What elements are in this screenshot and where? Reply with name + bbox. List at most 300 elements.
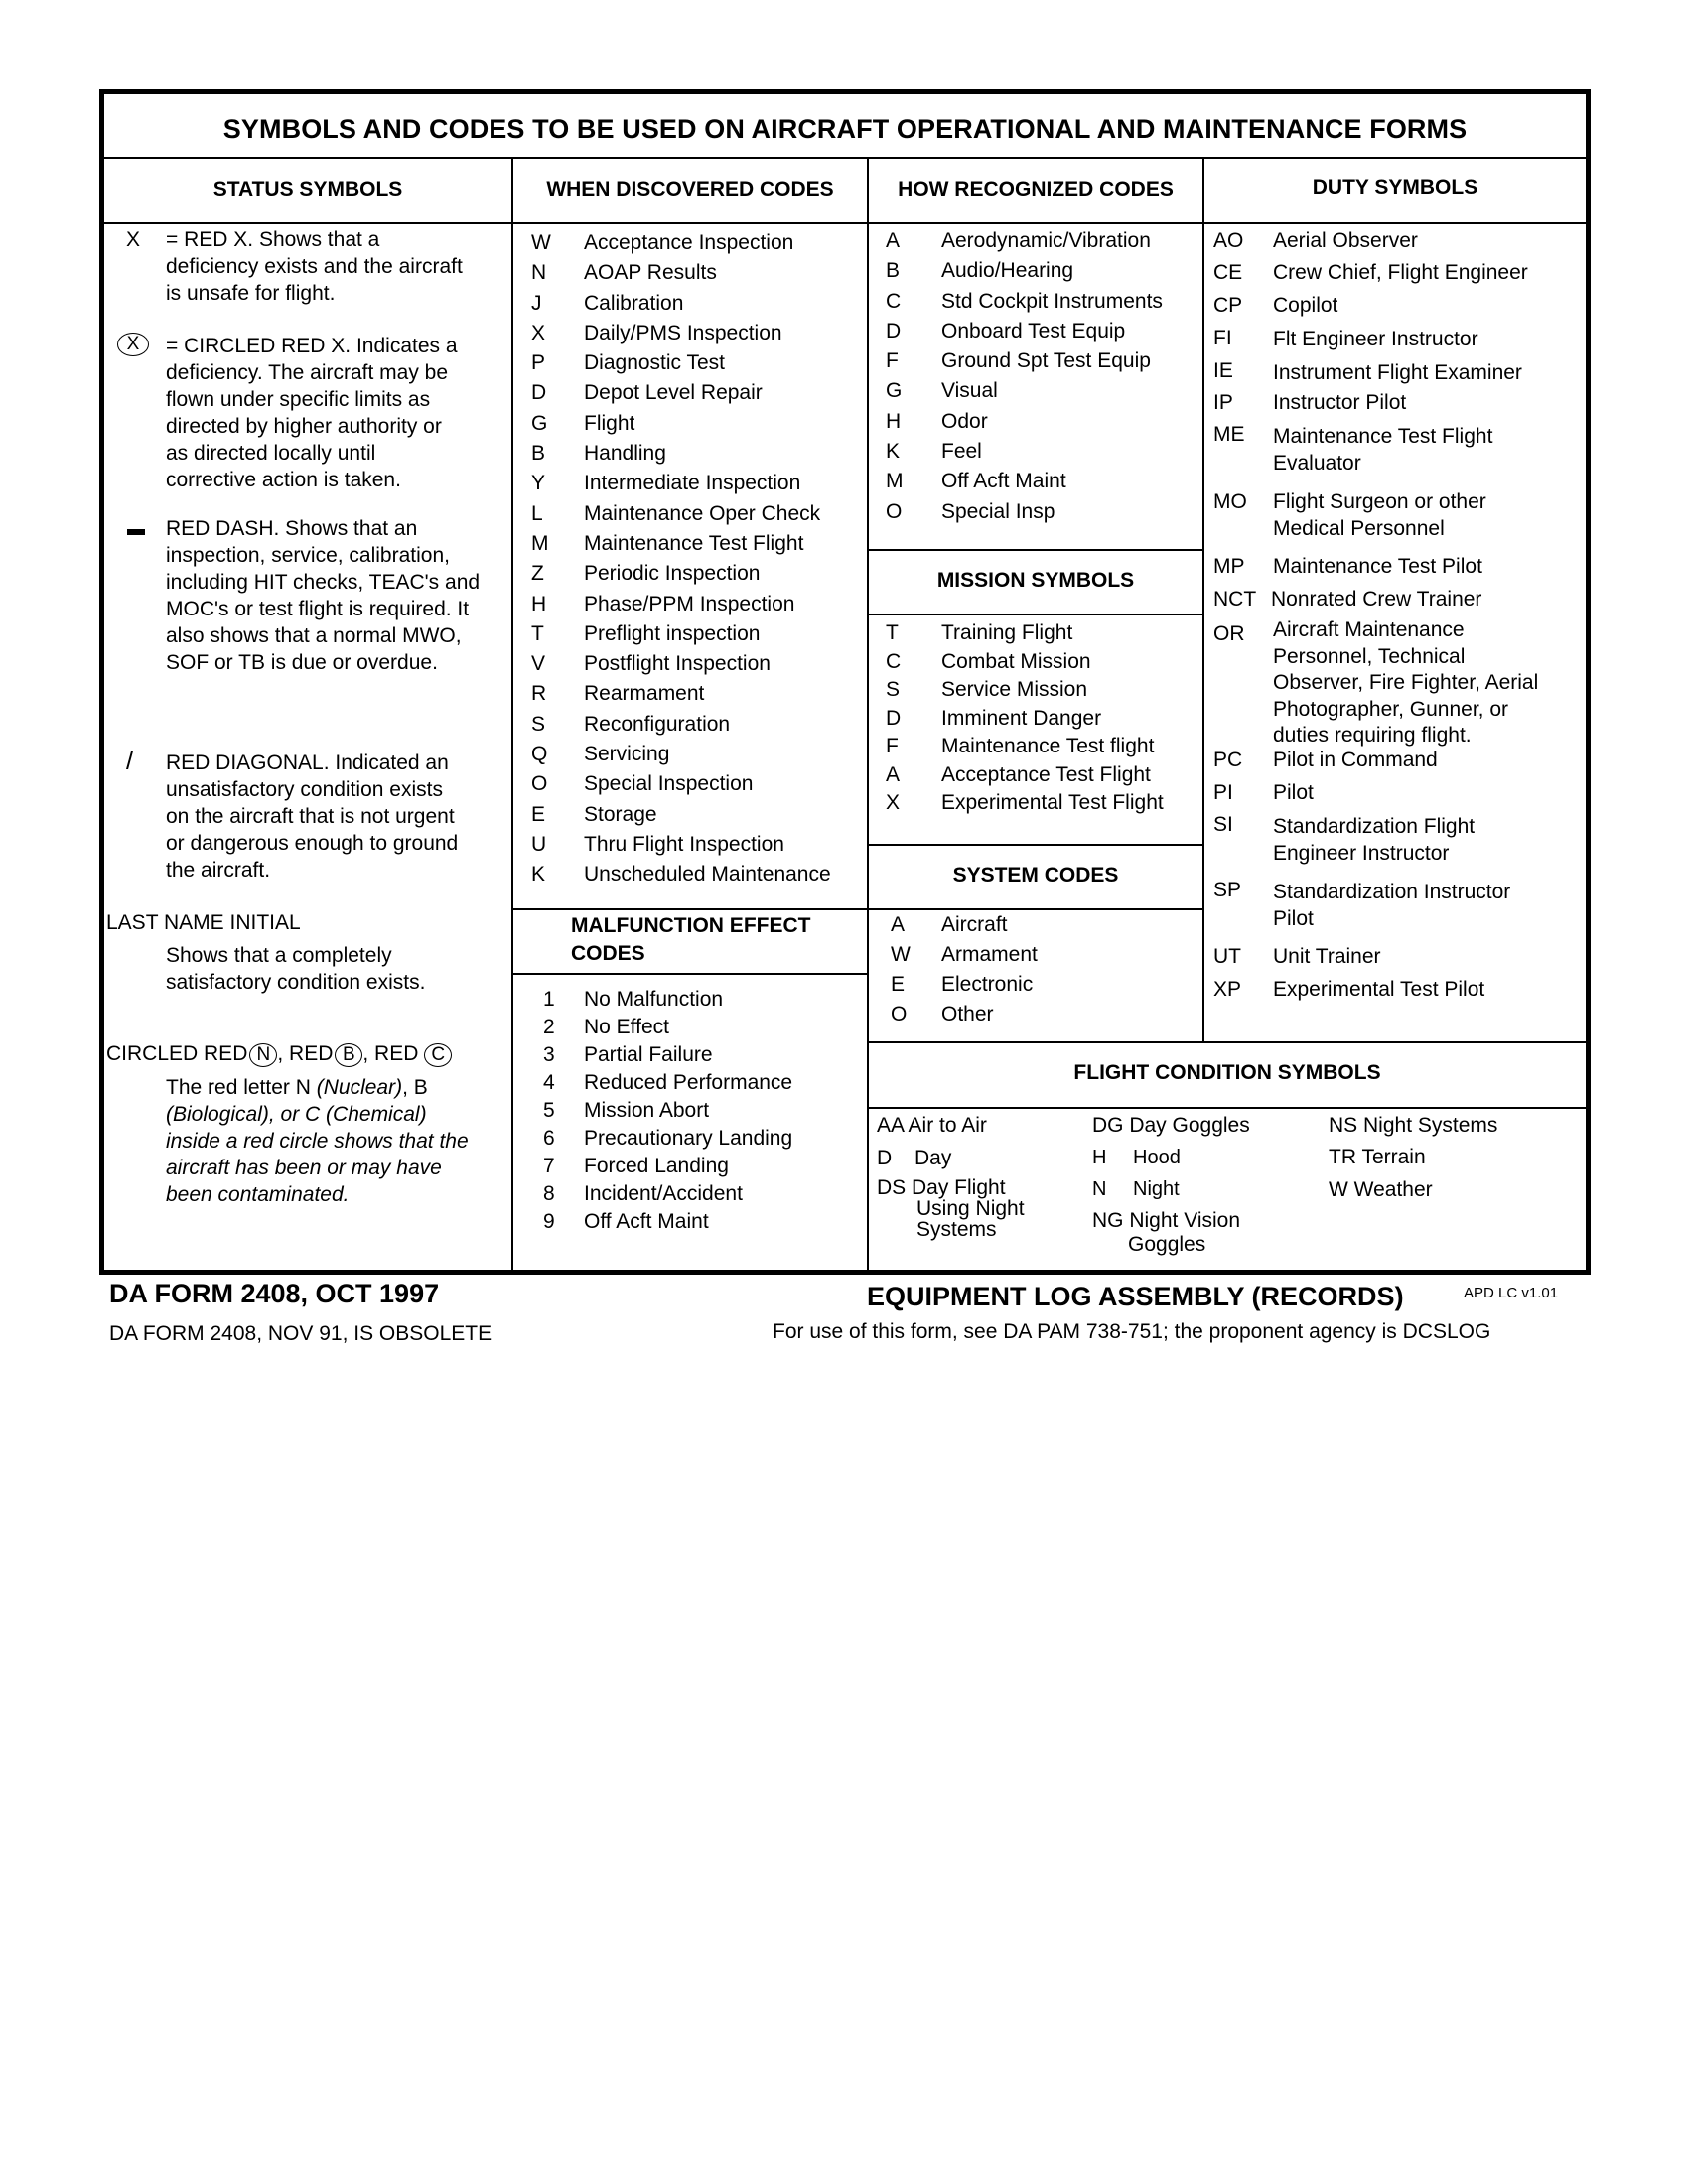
- circled-nbc-line: (Biological), or C (Chemical): [166, 1103, 427, 1126]
- how-recognized-item: [886, 497, 1198, 527]
- circled-x-icon: X: [117, 333, 147, 356]
- when-discovered-item: [531, 439, 859, 469]
- when-discovered-item-desc: Daily/PMS Inspection: [584, 321, 782, 344]
- duty-desc-line: Photographer, Gunner, or: [1273, 697, 1508, 721]
- duty-desc: Nonrated Crew Trainer: [1271, 588, 1482, 611]
- when-discovered-item-desc: Reconfiguration: [584, 712, 731, 736]
- when-discovered-item-desc: Rearmament: [584, 682, 705, 706]
- how-recognized-item-code: D: [886, 319, 902, 342]
- mission-item-desc: Service Mission: [941, 678, 1088, 701]
- header-malfunction-effect: [571, 912, 869, 968]
- duty-desc: [1273, 488, 1486, 542]
- how-recognized-item-code: O: [886, 499, 903, 523]
- how-recognized-item-code: M: [886, 470, 904, 493]
- duty-desc: Experimental Test Pilot: [1273, 978, 1485, 1001]
- when-discovered-item-desc: Phase/PPM Inspection: [584, 592, 795, 615]
- circled-b-icon: B: [335, 1043, 362, 1067]
- when-discovered-item-code: R: [531, 682, 547, 706]
- circled-n-icon: N: [249, 1043, 277, 1067]
- when-discovered-item-code: V: [531, 652, 546, 676]
- when-discovered-item-desc: Postflight Inspection: [584, 652, 771, 676]
- system-code-item-code: O: [891, 1003, 908, 1025]
- malfunction-item-code: 8: [543, 1182, 555, 1205]
- how-recognized-item-desc: Feel: [941, 440, 982, 464]
- when-discovered-item: [531, 679, 859, 709]
- status-red-dash-line: also shows that a normal MWO,: [166, 624, 462, 647]
- when-discovered-item: [531, 619, 859, 649]
- when-discovered-item: [531, 559, 859, 589]
- malfunction-item-code: 7: [543, 1155, 555, 1177]
- when-discovered-item: [531, 499, 859, 529]
- how-recognized-item-desc: Special Insp: [941, 499, 1055, 523]
- nbc-text: , B: [402, 1076, 428, 1099]
- malfunction-item: [543, 1208, 861, 1236]
- duty-code: NCT: [1213, 588, 1257, 611]
- when-discovered-item-desc: Periodic Inspection: [584, 562, 761, 586]
- duty-desc-line: Engineer Instructor: [1273, 842, 1450, 865]
- status-red-diagonal-line: unsatisfactory condition exists: [166, 778, 443, 801]
- mission-item-code: A: [886, 762, 901, 786]
- how-recognized-item-desc: Audio/Hearing: [941, 259, 1074, 283]
- malfunction-item-code: 1: [543, 988, 555, 1011]
- malfunction-item-code: 3: [543, 1043, 555, 1066]
- duty-desc-line: Personnel, Technical: [1273, 644, 1466, 668]
- flight-condition-block: [877, 1112, 1582, 1271]
- when-discovered-item-code: E: [531, 802, 546, 826]
- duty-desc-line: Aircraft Maintenance: [1273, 618, 1465, 641]
- system-code-item-code: E: [891, 973, 906, 996]
- obsolete-note: DA FORM 2408, NOV 91, IS OBSOLETE: [109, 1322, 492, 1345]
- malfunction-item: [543, 1153, 861, 1180]
- when-discovered-item-desc: Unscheduled Maintenance: [584, 863, 831, 887]
- when-discovered-item-desc: Handling: [584, 442, 666, 466]
- status-circled-x-line: corrective action is taken.: [166, 469, 401, 491]
- last-name-initial-line: Shows that a completely: [166, 944, 392, 967]
- flight-condition-item: Day: [914, 1147, 952, 1169]
- mission-item: [886, 761, 1198, 790]
- status-red-diagonal-line: on the aircraft that is not urgent: [166, 805, 455, 828]
- duty-code: PI: [1213, 781, 1233, 804]
- status-red-dash-line: inspection, service, calibration,: [166, 544, 450, 567]
- system-code-item-desc: Armament: [941, 943, 1038, 966]
- malfunction-item-code: 9: [543, 1210, 555, 1233]
- status-circled-x-line: deficiency. The aircraft may be: [166, 361, 449, 384]
- duty-desc: [1273, 813, 1475, 867]
- duty-code: AO: [1213, 229, 1244, 252]
- flight-condition-item: W Weather: [1329, 1178, 1433, 1201]
- rule-under-title: [104, 157, 1586, 159]
- duty-code: XP: [1213, 978, 1242, 1001]
- when-discovered-item-desc: Servicing: [584, 743, 670, 766]
- circled-nbc-sep1: , RED: [277, 1042, 334, 1065]
- mission-item-code: F: [886, 735, 899, 757]
- header-system-codes: SYSTEM CODES: [952, 864, 1119, 887]
- how-recognized-item-desc: Onboard Test Equip: [941, 319, 1126, 342]
- malfunction-item-desc: Partial Failure: [584, 1043, 713, 1066]
- when-discovered-item: [531, 590, 859, 619]
- status-red-dash-text: [166, 515, 480, 676]
- mission-item-desc: Training Flight: [941, 621, 1073, 644]
- circled-nbc-prefix: CIRCLED RED: [106, 1042, 248, 1065]
- how-recognized-item: [886, 346, 1198, 376]
- mission-symbols-list: [886, 619, 1198, 818]
- malfunction-item-desc: Incident/Accident: [584, 1182, 743, 1205]
- when-discovered-item-desc: Diagnostic Test: [584, 351, 726, 375]
- when-discovered-item-code: T: [531, 621, 544, 645]
- status-red-x-line: is unsafe for flight.: [166, 282, 336, 305]
- how-recognized-item-code: F: [886, 349, 899, 373]
- when-discovered-item: [531, 649, 859, 679]
- use-note: For use of this form, see DA PAM 738-751; the proponent agency is DCSLOG: [773, 1320, 1491, 1343]
- rule-above-malfunction: [511, 908, 867, 910]
- system-code-item-desc: Other: [941, 1003, 994, 1025]
- duty-desc-line: Pilot: [1273, 907, 1314, 930]
- malfunction-item-desc: No Malfunction: [584, 988, 724, 1011]
- malfunction-item-desc: Off Acft Maint: [584, 1210, 709, 1233]
- malfunction-item: [543, 1180, 861, 1208]
- header-mission-symbols: MISSION SYMBOLS: [936, 569, 1135, 592]
- mission-item-desc: Acceptance Test Flight: [941, 762, 1151, 786]
- when-discovered-item-desc: Flight: [584, 411, 635, 435]
- flight-condition-line: Systems: [916, 1218, 997, 1241]
- how-recognized-item-desc: Visual: [941, 379, 998, 403]
- when-discovered-item-code: L: [531, 501, 543, 525]
- when-discovered-item-code: Q: [531, 743, 548, 766]
- version-label: APD LC v1.01: [1464, 1285, 1559, 1301]
- malfunction-item-code: 4: [543, 1071, 555, 1094]
- when-discovered-item-desc: Storage: [584, 802, 657, 826]
- status-red-diagonal-line: or dangerous enough to ground: [166, 832, 459, 855]
- circled-nbc-line: been contaminated.: [166, 1183, 350, 1206]
- when-discovered-item: [531, 469, 859, 498]
- when-discovered-item-desc: Preflight inspection: [584, 621, 761, 645]
- how-recognized-item: [886, 437, 1198, 467]
- mission-item: [886, 676, 1198, 705]
- header-when-discovered: WHEN DISCOVERED CODES: [546, 178, 834, 201]
- how-recognized-list: [886, 226, 1198, 527]
- how-recognized-item: [886, 407, 1198, 437]
- how-recognized-item-code: B: [886, 259, 901, 283]
- malfunction-item-desc: Forced Landing: [584, 1155, 729, 1177]
- when-discovered-item-desc: Thru Flight Inspection: [584, 832, 784, 856]
- when-discovered-item: [531, 830, 859, 860]
- duty-desc: Flt Engineer Instructor: [1273, 328, 1478, 350]
- malfunction-item: [543, 1097, 861, 1125]
- status-red-x-text: [166, 226, 463, 307]
- malfunction-item: [543, 1069, 861, 1097]
- status-circled-x-text: [166, 333, 458, 493]
- system-code-item: [891, 1000, 1198, 1029]
- when-discovered-item: [531, 289, 859, 319]
- duty-desc: [1273, 617, 1538, 750]
- form-title-footer: EQUIPMENT LOG ASSEMBLY (RECORDS): [867, 1282, 1404, 1311]
- circled-nbc-title: [106, 1040, 452, 1067]
- header-how-recognized: HOW RECOGNIZED CODES: [898, 178, 1174, 201]
- system-code-item-desc: Aircraft: [941, 913, 1008, 936]
- flight-condition-code: N: [1092, 1178, 1107, 1200]
- duty-desc: Copilot: [1273, 294, 1338, 317]
- duty-code: SI: [1213, 813, 1233, 836]
- system-code-item-code: W: [891, 943, 911, 966]
- when-discovered-item-code: W: [531, 231, 551, 254]
- nbc-text: The red letter N: [166, 1076, 317, 1099]
- mission-item-code: X: [886, 791, 901, 814]
- header-flight-condition: FLIGHT CONDITION SYMBOLS: [1073, 1061, 1381, 1084]
- duty-code: CE: [1213, 261, 1243, 284]
- how-recognized-item: [886, 317, 1198, 346]
- mission-item-code: T: [886, 621, 899, 644]
- when-discovered-item-code: U: [531, 832, 547, 856]
- system-codes-list: [891, 910, 1198, 1029]
- how-recognized-item: [886, 376, 1198, 406]
- when-discovered-item-code: K: [531, 863, 546, 887]
- when-discovered-item: [531, 258, 859, 288]
- circled-nbc-line: [166, 1074, 469, 1101]
- mission-item: [886, 705, 1198, 734]
- duty-desc-line: duties requiring flight.: [1273, 724, 1472, 747]
- how-recognized-item: [886, 256, 1198, 286]
- duty-code: UT: [1213, 945, 1241, 968]
- when-discovered-item-code: J: [531, 291, 542, 315]
- status-red-x-line: = RED X. Shows that a: [166, 228, 380, 251]
- last-name-initial-line: satisfactory condition exists.: [166, 971, 426, 994]
- duty-code: PC: [1213, 749, 1243, 771]
- rule-below-mission: [867, 614, 1202, 615]
- malfunction-item-desc: Reduced Performance: [584, 1071, 793, 1094]
- duty-desc: Pilot in Command: [1273, 749, 1438, 771]
- when-discovered-item-code: G: [531, 411, 548, 435]
- when-discovered-item-code: X: [531, 321, 546, 344]
- flight-condition-item: Night: [1133, 1178, 1180, 1200]
- symbols-codes-form: [99, 89, 1591, 1275]
- malfunction-item-desc: No Effect: [584, 1016, 669, 1038]
- mission-item-desc: Combat Mission: [941, 649, 1091, 673]
- mission-item-desc: Maintenance Test flight: [941, 735, 1155, 757]
- when-discovered-item: [531, 800, 859, 830]
- flight-condition-line: DS Day Flight: [877, 1176, 1006, 1199]
- header-malfunction-line1: MALFUNCTION EFFECT: [571, 914, 811, 937]
- how-recognized-item-code: K: [886, 440, 901, 464]
- malfunction-item: [543, 1041, 861, 1069]
- duty-desc: Instrument Flight Examiner: [1273, 361, 1522, 384]
- flight-condition-item: DG Day Goggles: [1092, 1114, 1250, 1137]
- when-discovered-item-desc: Maintenance Oper Check: [584, 501, 821, 525]
- when-discovered-item-code: M: [531, 531, 549, 555]
- status-red-diagonal-text: [166, 750, 458, 884]
- duty-code: IE: [1213, 359, 1233, 382]
- flight-condition-item: AA Air to Air: [877, 1114, 987, 1137]
- flight-condition-line: NG Night Vision: [1092, 1209, 1241, 1232]
- mission-item: [886, 619, 1198, 648]
- mission-item-desc: Experimental Test Flight: [941, 791, 1164, 814]
- flight-condition-code: D: [877, 1147, 893, 1169]
- rule-above-system: [867, 844, 1202, 846]
- malfunction-effect-list: [543, 986, 861, 1236]
- circled-c-icon: C: [424, 1043, 452, 1067]
- malfunction-item-desc: Mission Abort: [584, 1099, 710, 1122]
- duty-desc: [1273, 879, 1510, 932]
- last-name-initial-text: [166, 942, 425, 996]
- status-red-dash-line: MOC's or test flight is required. It: [166, 598, 470, 620]
- malfunction-item-desc: Precautionary Landing: [584, 1127, 793, 1150]
- when-discovered-item-code: S: [531, 712, 546, 736]
- when-discovered-item: [531, 409, 859, 439]
- malfunction-item-code: 5: [543, 1099, 555, 1122]
- duty-desc-line: Maintenance Test Flight: [1273, 425, 1493, 448]
- status-x-symbol: X: [126, 228, 141, 251]
- when-discovered-item-code: B: [531, 442, 546, 466]
- duty-code: FI: [1213, 327, 1232, 349]
- duty-desc: Unit Trainer: [1273, 945, 1381, 968]
- rule-under-headers: [104, 222, 1586, 224]
- when-discovered-item: [531, 529, 859, 559]
- when-discovered-item: [531, 378, 859, 408]
- how-recognized-item-desc: Odor: [941, 409, 988, 433]
- rule-below-flight: [867, 1107, 1586, 1109]
- form-id: DA FORM 2408, OCT 1997: [109, 1279, 440, 1308]
- system-code-item: [891, 940, 1198, 970]
- duty-desc-line: Standardization Instructor: [1273, 881, 1511, 903]
- circled-nbc-line: inside a red circle shows that the: [166, 1130, 469, 1153]
- form-title: SYMBOLS AND CODES TO BE USED ON AIRCRAFT OPERATIONAL AND MAINTENANCE FORMS: [222, 114, 1468, 144]
- when-discovered-item: [531, 710, 859, 740]
- when-discovered-item: [531, 740, 859, 769]
- duty-desc: Aerial Observer: [1273, 229, 1418, 252]
- divider-how-duty: [1202, 157, 1204, 1041]
- header-status-symbols: STATUS SYMBOLS: [212, 178, 403, 201]
- malfunction-item: [543, 1125, 861, 1153]
- when-discovered-item-code: Y: [531, 472, 546, 495]
- when-discovered-item-code: D: [531, 381, 547, 405]
- how-recognized-item-code: C: [886, 289, 902, 313]
- system-code-item: [891, 910, 1198, 940]
- system-code-item-code: A: [891, 913, 906, 936]
- circled-nbc-line: aircraft has been or may have: [166, 1157, 442, 1179]
- when-discovered-item-desc: Calibration: [584, 291, 684, 315]
- how-recognized-item: [886, 226, 1198, 256]
- rule-above-mission: [867, 549, 1202, 551]
- last-name-initial-title: LAST NAME INITIAL: [106, 911, 301, 934]
- malfunction-item-code: 6: [543, 1127, 555, 1150]
- when-discovered-item-code: N: [531, 261, 547, 285]
- when-discovered-item-code: Z: [531, 562, 544, 586]
- mission-item-code: C: [886, 649, 902, 673]
- when-discovered-item-code: O: [531, 772, 548, 796]
- mission-item: [886, 648, 1198, 677]
- duty-code: CP: [1213, 294, 1243, 317]
- nbc-nuclear: (Nuclear): [316, 1076, 403, 1099]
- flight-condition-item: [877, 1177, 1025, 1240]
- flight-condition-item: NS Night Systems: [1329, 1114, 1498, 1137]
- flight-condition-line: Using Night: [916, 1197, 1025, 1220]
- duty-code: MP: [1213, 555, 1245, 578]
- duty-desc-line: Medical Personnel: [1273, 517, 1445, 540]
- flight-condition-item: TR Terrain: [1329, 1146, 1426, 1168]
- how-recognized-item: [886, 467, 1198, 496]
- how-recognized-item-desc: Ground Spt Test Equip: [941, 349, 1151, 373]
- when-discovered-item-desc: Maintenance Test Flight: [584, 531, 804, 555]
- mission-item: [886, 733, 1198, 761]
- header-malfunction-line2: CODES: [571, 942, 645, 965]
- status-red-x-line: deficiency exists and the aircraft: [166, 255, 463, 278]
- duty-desc: [1273, 423, 1492, 477]
- when-discovered-item-desc: Special Inspection: [584, 772, 754, 796]
- duty-code: SP: [1213, 879, 1242, 901]
- when-discovered-item: [531, 319, 859, 348]
- how-recognized-item: [886, 287, 1198, 317]
- flight-condition-code: H: [1092, 1147, 1107, 1168]
- malfunction-item: [543, 1014, 861, 1041]
- duty-desc-line: Standardization Flight: [1273, 815, 1476, 838]
- duty-desc: Maintenance Test Pilot: [1273, 555, 1482, 578]
- flight-condition-line: Goggles: [1128, 1233, 1206, 1256]
- flight-condition-item: Hood: [1133, 1147, 1181, 1168]
- when-discovered-item-desc: Intermediate Inspection: [584, 472, 801, 495]
- circled-nbc-sep2: , RED: [362, 1042, 425, 1065]
- when-discovered-item: [531, 228, 859, 258]
- rule-above-flight: [867, 1041, 1586, 1043]
- when-discovered-item: [531, 769, 859, 799]
- mission-item: [886, 789, 1198, 818]
- status-circled-x-line: as directed locally until: [166, 442, 376, 465]
- when-discovered-item-code: P: [531, 351, 546, 375]
- system-code-item: [891, 970, 1198, 1000]
- when-discovered-item-desc: Acceptance Inspection: [584, 231, 794, 254]
- duty-desc: Pilot: [1273, 781, 1314, 804]
- duty-desc: Crew Chief, Flight Engineer: [1273, 261, 1528, 284]
- rule-below-malfunction: [511, 973, 867, 975]
- status-red-dash-line: RED DASH. Shows that an: [166, 517, 418, 540]
- how-recognized-item-desc: Off Acft Maint: [941, 470, 1066, 493]
- how-recognized-item-code: G: [886, 379, 903, 403]
- when-discovered-item-desc: AOAP Results: [584, 261, 717, 285]
- how-recognized-item-code: H: [886, 409, 902, 433]
- status-red-dash-line: SOF or TB is due or overdue.: [166, 651, 438, 674]
- red-dash-icon: [127, 529, 145, 535]
- status-red-dash-line: including HIT checks, TEAC's and: [166, 571, 481, 594]
- system-code-item-desc: Electronic: [941, 973, 1034, 996]
- header-duty-symbols: DUTY SYMBOLS: [1312, 176, 1478, 199]
- status-circled-x-line: flown under specific limits as: [166, 388, 431, 411]
- duty-desc: Instructor Pilot: [1273, 391, 1407, 414]
- status-red-diagonal-line: RED DIAGONAL. Indicated an: [166, 751, 449, 774]
- status-red-diagonal-line: the aircraft.: [166, 859, 271, 882]
- when-discovered-list: [531, 228, 859, 890]
- status-circled-x-line: directed by higher authority or: [166, 415, 442, 438]
- duty-code: ME: [1213, 423, 1245, 446]
- when-discovered-item: [531, 860, 859, 889]
- how-recognized-item-desc: Aerodynamic/Vibration: [941, 229, 1151, 252]
- flight-condition-item: [1092, 1209, 1240, 1257]
- when-discovered-item-code: H: [531, 592, 547, 615]
- status-circled-x-line: = CIRCLED RED X. Indicates a: [166, 335, 458, 357]
- duty-desc-line: Flight Surgeon or other: [1273, 490, 1486, 513]
- duty-code: OR: [1213, 622, 1245, 645]
- duty-code: IP: [1213, 391, 1233, 414]
- duty-desc-line: Observer, Fire Fighter, Aerial: [1273, 671, 1539, 694]
- duty-desc-line: Evaluator: [1273, 452, 1361, 475]
- when-discovered-item-desc: Depot Level Repair: [584, 381, 763, 405]
- divider-status-when: [511, 157, 513, 1275]
- mission-item-code: D: [886, 706, 902, 730]
- mission-item-code: S: [886, 678, 901, 701]
- malfunction-item-code: 2: [543, 1016, 555, 1038]
- how-recognized-item-desc: Std Cockpit Instruments: [941, 289, 1163, 313]
- duty-code: MO: [1213, 490, 1247, 513]
- mission-item-desc: Imminent Danger: [941, 706, 1102, 730]
- red-diagonal-icon: /: [126, 746, 134, 775]
- malfunction-item: [543, 986, 861, 1014]
